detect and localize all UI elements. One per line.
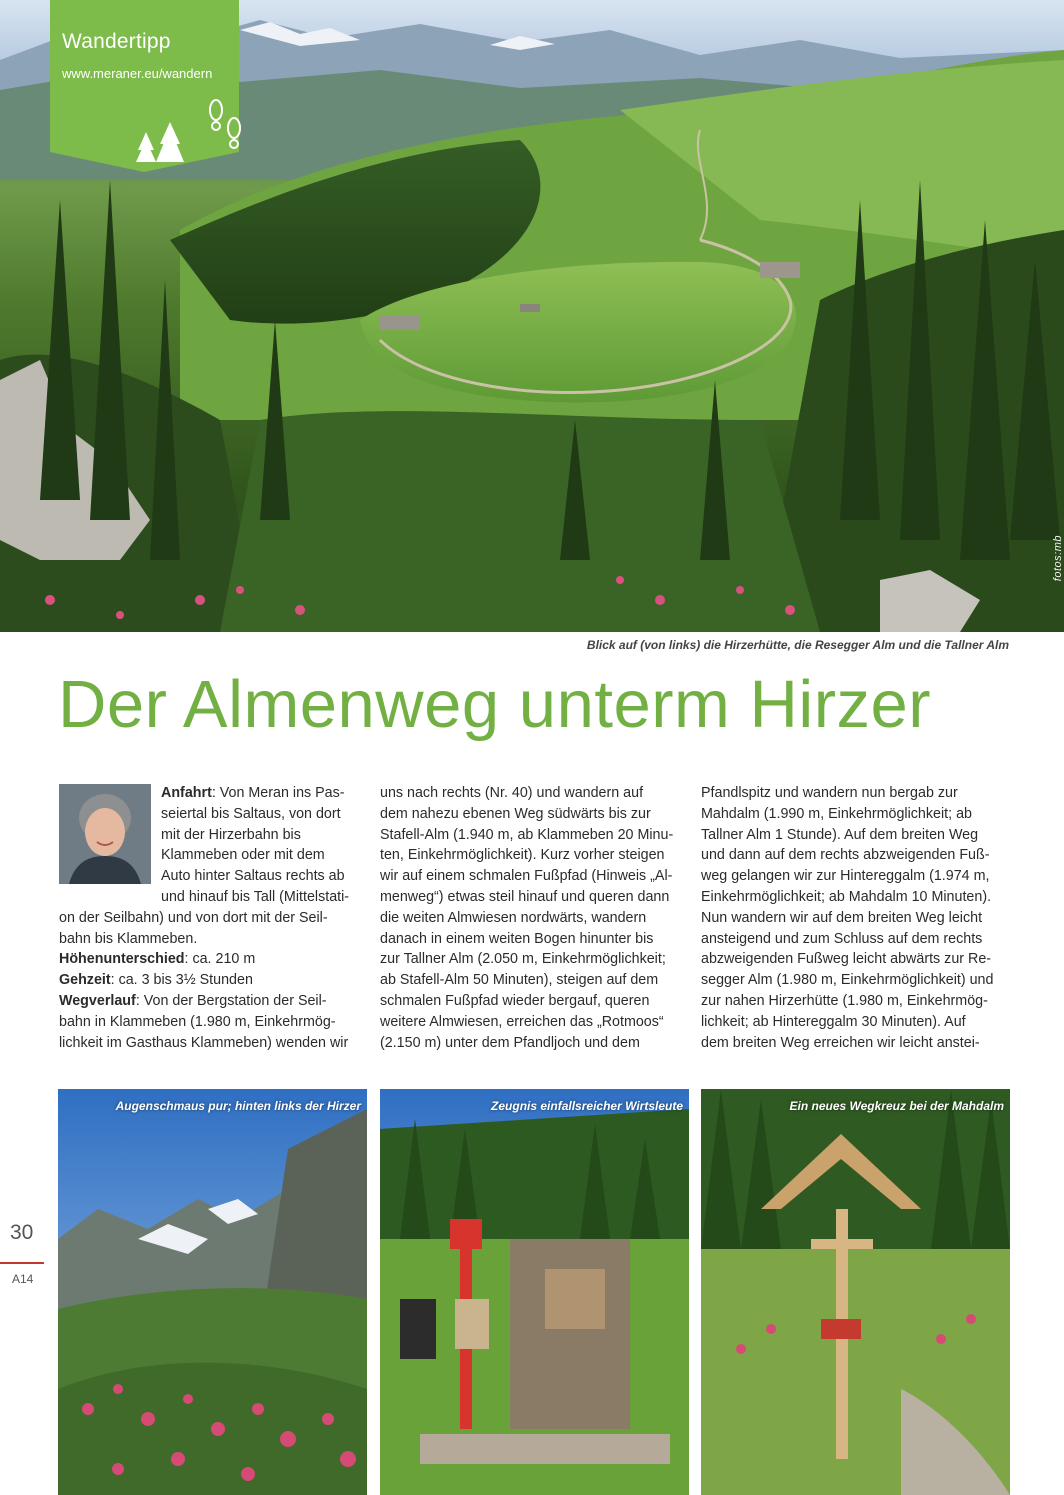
footprints-icon	[206, 96, 248, 152]
photo-credit: fotos:mb	[1052, 535, 1064, 582]
photo-wayside-cross	[701, 1089, 1010, 1495]
text-line: und dann auf dem rechts abzweigenden Fuß-	[701, 847, 990, 864]
gehzeit-label: Gehzeit	[59, 972, 111, 989]
text-line: abzweigenden Fußweg leicht abwärts zur Re-	[701, 951, 992, 968]
text-line: die weiten Almwiesen nordwärts, wandern	[380, 909, 647, 926]
page-code: A14	[12, 1272, 34, 1286]
badge-url: www.meraner.eu/wandern	[62, 66, 213, 81]
text-line: und hinauf bis Tall (Mittelstati-	[161, 888, 350, 905]
text-line: zur nahen Hirzerhütte (1.980 m, Einkehrmög-	[701, 992, 988, 1009]
text-line: bahn bis Klammeben.	[59, 930, 198, 947]
text-line: Einkehrmöglichkeit; ab Mahdalm 10 Minuten).	[701, 888, 992, 905]
text-line: dem nahezu ebenen Weg südwärts bis zur	[380, 805, 651, 822]
text-line: Klammeben oder mit dem	[161, 847, 325, 864]
wegverlauf-line	[59, 991, 371, 1012]
badge-title: Wandertipp	[62, 30, 171, 53]
welcome-sign-illustration	[380, 1089, 689, 1495]
text-line: ab Stafell-Alm 50 Minuten), steigen auf dem	[380, 972, 659, 989]
anfahrt-line	[59, 783, 371, 804]
wandertipp-badge	[50, 0, 239, 172]
hoehe-line	[59, 949, 371, 970]
alpine-roses-illustration	[58, 1089, 367, 1495]
article-column-2	[380, 783, 692, 1053]
text-line: schmalen Fußpfad wieder bergauf, queren	[380, 992, 650, 1009]
text-line: lichkeit; ab Hintereggalm 30 Minuten). Auf	[701, 1013, 966, 1030]
text-line: bahn in Klammeben (1.980 m, Einkehrmög-	[59, 1013, 336, 1030]
text-line: mit der Hirzerbahn bis	[161, 826, 301, 843]
text-line: danach in einem weiten Bogen hinunter bis	[380, 930, 654, 947]
text-line: Tallner Alm 1 Stunde). Auf dem breiten Weg	[701, 826, 979, 843]
page-number: 30	[10, 1221, 34, 1244]
wayside-cross-illustration	[701, 1089, 1010, 1495]
photo-welcome-sign	[380, 1089, 689, 1495]
gehzeit-line	[59, 970, 371, 991]
hoehe-value: : ca. 210 m	[184, 951, 256, 968]
hoehe-label: Höhenunterschied	[59, 951, 185, 968]
text-line: ansteigend und zum Schluss auf dem rechts	[701, 930, 983, 947]
text-line: lichkeit im Gasthaus Klammeben) wenden wir	[59, 1034, 349, 1051]
text-line: dem breiten Weg erreichen wir leicht anstei-	[701, 1034, 980, 1051]
text-line: segger Alm (1.980 m, Einkehrmöglichkeit) und	[701, 972, 994, 989]
text-line: weg gelangen wir zur Hintereggalm (1.974 m,	[701, 868, 990, 885]
text-line: Pfandlspitz und wandern nun bergab zur	[701, 785, 958, 801]
text-line: ten, Einkehrmöglichkeit). Kurz vorher steigen	[380, 847, 665, 864]
text-line: (2.150 m) unter dem Pfandljoch und dem	[380, 1034, 640, 1051]
text-line: zur Tallner Alm (2.050 m, Einkehrmöglichkeit;	[380, 951, 666, 968]
text-line: Auto hinter Saltaus rechts ab	[161, 868, 345, 885]
hero-caption: Blick auf (von links) die Hirzerhütte, die Resegger Alm und die Tallner Alm	[586, 638, 1009, 652]
text-line: Stafell-Alm (1.940 m, ab Klammeben 20 Minu-	[380, 826, 674, 843]
text-line: seiertal bis Saltaus, von dort	[161, 805, 341, 822]
text-line: menweg“) etwas steil hinauf und queren dann	[380, 888, 670, 905]
trees-icon	[132, 122, 188, 172]
photo-caption: Ein neues Wegkreuz bei der Mahdalm	[789, 1099, 1004, 1113]
wegverlauf-label: Wegverlauf	[59, 992, 136, 1009]
article-column-1	[59, 783, 371, 1053]
text-line: on der Seilbahn) und von dort mit der Seil-	[59, 909, 328, 926]
text-line: wir auf einem schmalen Fußpfad (Hinweis „Al-	[380, 868, 673, 885]
photo-caption: Zeugnis einfallsreicher Wirtsleute	[491, 1099, 683, 1113]
text-line: : Von der Bergstation der Seil-	[135, 992, 327, 1009]
text-line: weitere Almwiesen, erreichen das „Rotmoos“	[380, 1013, 664, 1030]
photo-alpine-roses	[58, 1089, 367, 1495]
page-number-rule	[0, 1262, 44, 1264]
headline: Der Almenweg unterm Hirzer	[58, 667, 932, 742]
text-line: uns nach rechts (Nr. 40) und wandern auf	[380, 785, 644, 801]
text-line: : Von Meran ins Pas-	[211, 785, 345, 801]
text-line: Mahdalm (1.990 m, Einkehrmöglichkeit; ab	[701, 805, 972, 822]
text-line: Nun wandern wir auf dem breiten Weg leicht	[701, 909, 983, 926]
gehzeit-value: : ca. 3 bis 3½ Stunden	[110, 972, 253, 989]
photo-caption: Augenschmaus pur; hinten links der Hirzer	[115, 1099, 361, 1113]
anfahrt-label: Anfahrt	[161, 785, 212, 801]
article-column-3	[701, 783, 1013, 1053]
